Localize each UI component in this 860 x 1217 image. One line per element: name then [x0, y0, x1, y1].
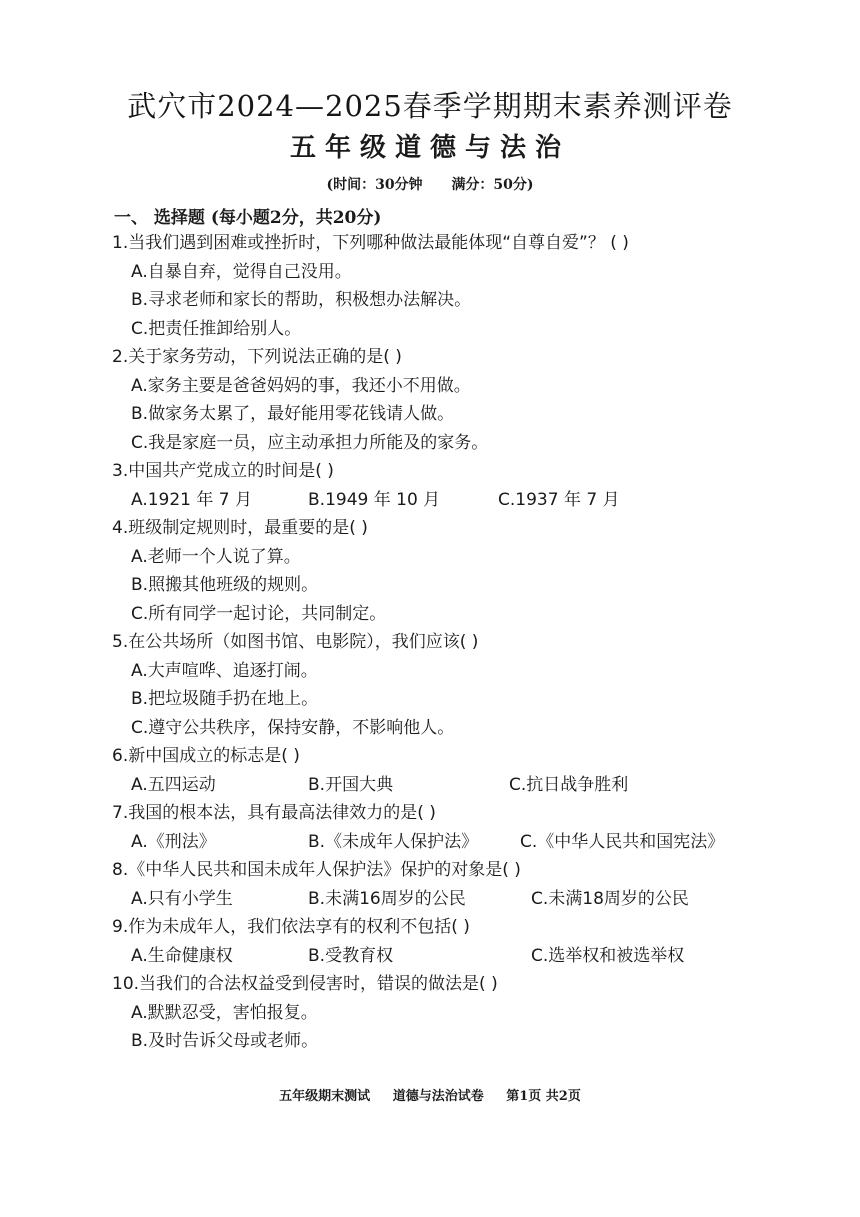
question-option: A.《刑法》	[131, 832, 216, 852]
question-option: C.把责任推卸给别人。	[131, 319, 302, 339]
question-option: B.开国大典	[308, 775, 394, 795]
question-stem: 6.新中国成立的标志是( )	[112, 746, 300, 766]
question-option: C.所有同学一起讨论，共同制定。	[131, 604, 387, 624]
question-option: C.抗日战争胜利	[509, 775, 629, 795]
exam-meta	[0, 174, 860, 194]
page-footer	[0, 1085, 860, 1104]
options-row	[131, 489, 761, 511]
footer-paper: 道德与法治试卷	[392, 1089, 484, 1104]
question-option: B.1949 年 10 月	[308, 490, 441, 510]
subject-title: 五年级道德与法治	[289, 133, 570, 163]
options-row	[131, 945, 761, 967]
question-option: B.做家务太累了，最好能用零花钱请人做。	[131, 404, 455, 424]
question-option: A.只有小学生	[131, 889, 233, 909]
question-option: C.未满18周岁的公民	[531, 889, 689, 909]
question-option: C.《中华人民共和国宪法》	[520, 832, 725, 852]
question-option: C.选举权和被选举权	[531, 946, 685, 966]
question-stem: 5.在公共场所（如图书馆、电影院），我们应该( )	[112, 632, 479, 652]
options-row	[131, 774, 761, 796]
question-option: B.及时告诉父母或老师。	[131, 1031, 319, 1051]
question-stem: 2.关于家务劳动，下列说法正确的是( )	[112, 347, 402, 367]
exam-title: 武穴市2024—2025春季学期期末素养测评卷	[127, 89, 733, 123]
question-stem: 10.当我们的合法权益受到侵害时，错误的做法是( )	[112, 974, 498, 994]
section-heading: 一、 选择题 (每小题2分，共20分)	[114, 208, 382, 228]
question-option: A.自暴自弃，觉得自己没用。	[131, 262, 352, 282]
footer-page-number: 第1页 共2页	[506, 1089, 581, 1104]
question-option: B.受教育权	[308, 946, 394, 966]
footer-exam-name: 五年级期末测试	[279, 1089, 371, 1104]
question-option: C.遵守公共秩序，保持安静，不影响他人。	[131, 718, 455, 738]
options-row	[131, 888, 761, 910]
question-stem: 7.我国的根本法，具有最高法律效力的是( )	[112, 803, 436, 823]
question-option: A.家务主要是爸爸妈妈的事，我还小不用做。	[131, 376, 471, 396]
question-stem: 4.班级制定规则时，最重要的是( )	[112, 518, 368, 538]
question-option: B.照搬其他班级的规则。	[131, 575, 319, 595]
question-option: A.大声喧哗、追逐打闹。	[131, 661, 318, 681]
question-stem: 1.当我们遇到困难或挫折时，下列哪种做法最能体现“自尊自爱”？ ( )	[112, 233, 629, 253]
question-stem: 3.中国共产党成立的时间是( )	[112, 461, 334, 481]
full-score: 满分：50分)	[451, 177, 534, 193]
question-option: A.默默忍受，害怕报复。	[131, 1003, 318, 1023]
question-option: A.老师一个人说了算。	[131, 547, 301, 567]
question-option: C.我是家庭一员，应主动承担力所能及的家务。	[131, 433, 489, 453]
question-option: A.1921 年 7 月	[131, 490, 253, 510]
question-option: A.生命健康权	[131, 946, 233, 966]
question-option: A.五四运动	[131, 775, 216, 795]
question-option: B.未满16周岁的公民	[308, 889, 466, 909]
question-option: B.《未成年人保护法》	[308, 832, 479, 852]
question-option: C.1937 年 7 月	[498, 490, 620, 510]
options-row	[131, 831, 761, 853]
question-stem: 8.《中华人民共和国未成年人保护法》保护的对象是( )	[112, 860, 521, 880]
question-option: B.寻求老师和家长的帮助，积极想办法解决。	[131, 290, 472, 310]
question-stem: 9.作为未成年人，我们依法享有的权利不包括( )	[112, 917, 470, 937]
question-option: B.把垃圾随手扔在地上。	[131, 689, 319, 709]
time-limit: (时间：30分钟	[326, 177, 423, 193]
